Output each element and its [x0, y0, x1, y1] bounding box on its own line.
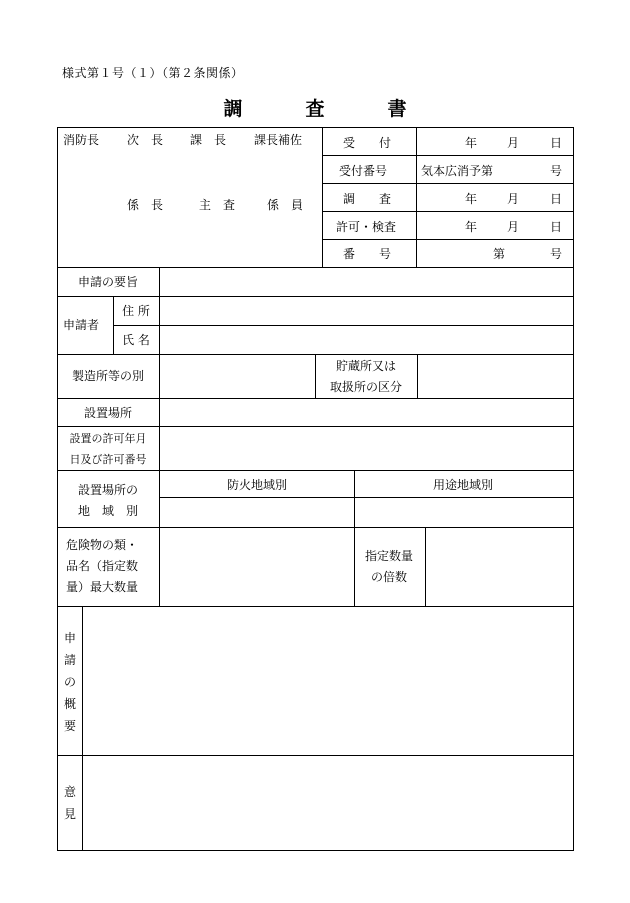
receipt-number-prefix: 気本広消予第	[421, 164, 494, 178]
permit-label: 許可・検査	[336, 220, 397, 234]
divider	[322, 155, 574, 156]
border-bottom	[57, 850, 574, 851]
address-label: 住 所	[122, 304, 150, 318]
received-label: 受 付	[343, 136, 392, 150]
number-label: 番 号	[343, 247, 392, 261]
approval-label-chief-inspector: 主 査	[199, 198, 236, 212]
divider	[315, 354, 316, 398]
storage-class-field[interactable]	[418, 355, 573, 398]
approval-label-fire-chief: 消防長	[63, 133, 100, 147]
approval-label-assistant-chief: 課長補佐	[254, 133, 303, 147]
divider	[322, 127, 323, 268]
approval-label-subsection-chief: 係 長	[127, 198, 164, 212]
storage-class-label-line2: 取扱所の区分	[329, 380, 403, 394]
zone-label-line2: 地 域 別	[77, 504, 139, 518]
border-top	[57, 127, 574, 128]
fire-zone-header: 防火地域別	[226, 478, 288, 492]
permit-date-label-line1: 設置の許可年月	[69, 432, 147, 445]
summary-field[interactable]	[83, 607, 573, 755]
approval-label-staff: 係 員	[267, 198, 304, 212]
hazmat-label-line3: 量）最大数量	[66, 580, 139, 594]
use-zone-header: 用途地域別	[432, 478, 494, 492]
permit-date-label-line2: 日及び許可番号	[69, 453, 147, 466]
divider	[416, 127, 417, 268]
number-prefix: 第	[493, 247, 506, 261]
purpose-field[interactable]	[160, 268, 573, 296]
hazmat-field[interactable]	[160, 528, 354, 606]
use-zone-field[interactable]	[355, 498, 573, 527]
divider	[322, 183, 574, 184]
received-month: 月	[507, 136, 520, 150]
border-left	[57, 127, 58, 851]
storage-class-label-line1: 貯蔵所又は	[335, 359, 397, 373]
border-right	[573, 127, 574, 851]
name-label: 氏 名	[122, 333, 150, 347]
address-field[interactable]	[160, 297, 573, 325]
ratio-label-line2: の倍数	[370, 570, 408, 584]
hazmat-label-line2: 品名（指定数	[66, 559, 139, 573]
purpose-label: 申請の要旨	[77, 275, 139, 289]
location-label: 設置場所	[83, 406, 133, 420]
approval-label-section-chief: 課 長	[190, 133, 227, 147]
page-title: 調 査 書	[223, 98, 429, 120]
receipt-number-label: 受付番号	[339, 164, 388, 178]
form-number: 様式第１号（１）（第２条関係）	[62, 66, 244, 80]
receipt-number-suffix: 号	[550, 164, 563, 178]
ratio-label-line1: 指定数量	[364, 549, 414, 563]
inspection-day: 日	[550, 192, 563, 206]
fire-zone-field[interactable]	[160, 498, 354, 527]
inspection-year: 年	[465, 192, 478, 206]
facility-type-label: 製造所等の別	[71, 369, 145, 383]
permit-date-field[interactable]	[160, 427, 573, 470]
ratio-field[interactable]	[426, 528, 573, 606]
divider	[322, 239, 574, 240]
permit-month: 月	[507, 220, 520, 234]
facility-type-field[interactable]	[160, 355, 315, 398]
received-day: 日	[550, 136, 563, 150]
number-suffix: 号	[550, 247, 563, 261]
divider	[354, 470, 355, 606]
hazmat-label-line1: 危険物の類・	[66, 538, 139, 552]
opinion-field[interactable]	[83, 756, 573, 850]
inspection-label: 調 査	[343, 192, 392, 206]
permit-year: 年	[465, 220, 478, 234]
divider	[322, 211, 574, 212]
opinion-label: 意 見	[63, 785, 76, 821]
name-field[interactable]	[160, 326, 573, 354]
inspection-month: 月	[507, 192, 520, 206]
applicant-label: 申請者	[63, 318, 100, 332]
permit-day: 日	[550, 220, 563, 234]
zone-label-line1: 設置場所の	[77, 483, 139, 497]
received-year: 年	[465, 136, 478, 150]
approval-label-deputy-chief: 次 長	[127, 133, 164, 147]
divider	[57, 470, 574, 471]
summary-label: 申 請 の 概 要	[63, 631, 76, 733]
location-field[interactable]	[160, 399, 573, 426]
